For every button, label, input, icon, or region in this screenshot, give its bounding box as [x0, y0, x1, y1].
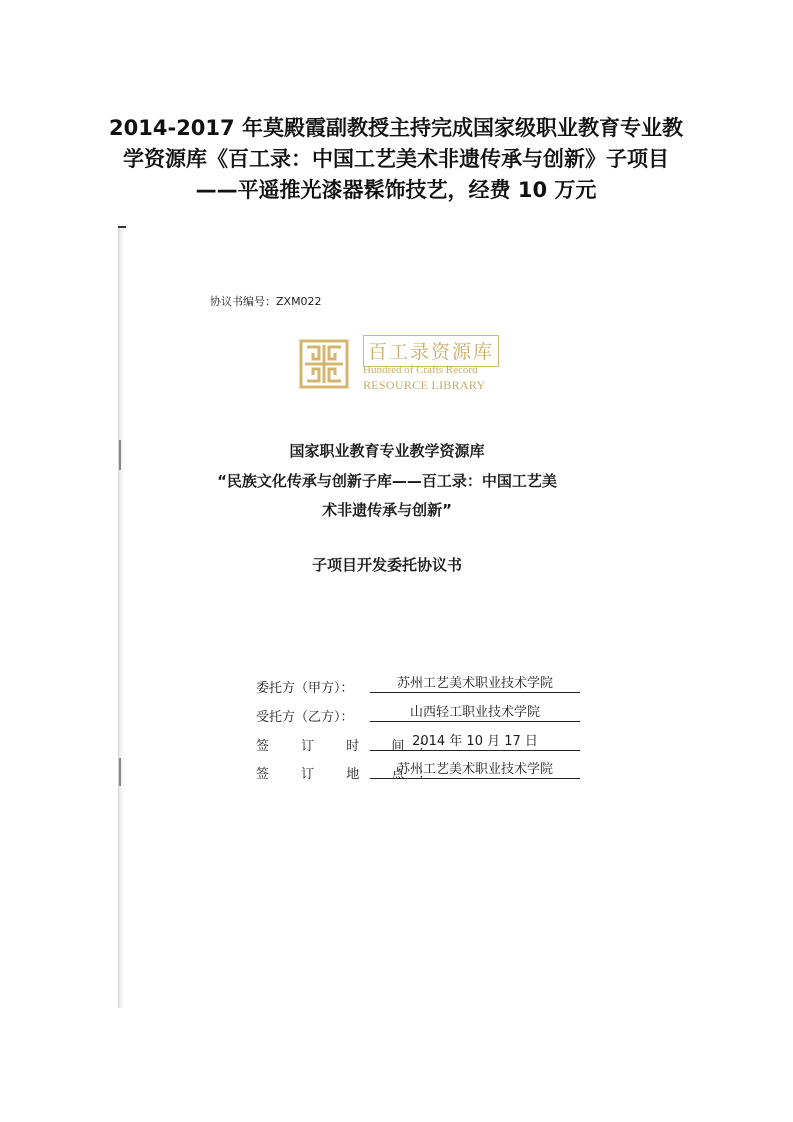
agreement-number: 协议书编号：ZXM022: [210, 295, 322, 308]
contractor-label: 受托方（乙方）：: [256, 710, 354, 725]
document-subtitle: 子项目开发委托协议书: [311, 556, 462, 574]
page-title-line-2: 学资源库《百工录：中国工艺美术非遗传承与创新》子项目: [123, 147, 669, 171]
client-label: 委托方（甲方）：: [256, 681, 354, 696]
scanned-agreement-cover: [118, 226, 656, 1008]
page-title: [90, 113, 702, 206]
signing-place-value: 苏州工艺美术职业技术学院: [370, 761, 580, 779]
scan-edge-mark: [119, 758, 121, 786]
signing-place-label: 签 订 地 点：: [256, 767, 446, 782]
logo-english-subtitle: RESOURCE LIBRARY: [363, 378, 486, 392]
page-title-line-1: 2014-2017 年莫殿霞副教授主持完成国家级职业教育专业教: [109, 116, 683, 140]
scan-left-edge: [118, 226, 126, 1008]
scan-corner-mark: [118, 226, 126, 228]
document-title-line-3: 术非遗传承与创新”: [322, 501, 452, 519]
client-value: 苏州工艺美术职业技术学院: [370, 675, 580, 693]
logo-chinese-name: 百工录资源库: [363, 335, 499, 367]
page-title-line-3: ——平遥推光漆器髹饰技艺，经费 10 万元: [195, 178, 597, 202]
signing-date-label: 签 订 时 间：: [256, 739, 446, 754]
document-title-line-2: “民族文化传承与创新子库——百工录：中国工艺美: [217, 472, 557, 490]
logo-english-name: Hundred of Crafts Record: [363, 364, 478, 376]
resource-library-logo: [299, 335, 509, 393]
fret-pattern-icon: [299, 339, 349, 389]
contractor-value: 山西轻工职业技术学院: [370, 704, 580, 722]
signing-date-value: 2014 年 10 月 17 日: [370, 733, 580, 751]
document-title-line-1: 国家职业教育专业教学资源库: [289, 442, 485, 460]
